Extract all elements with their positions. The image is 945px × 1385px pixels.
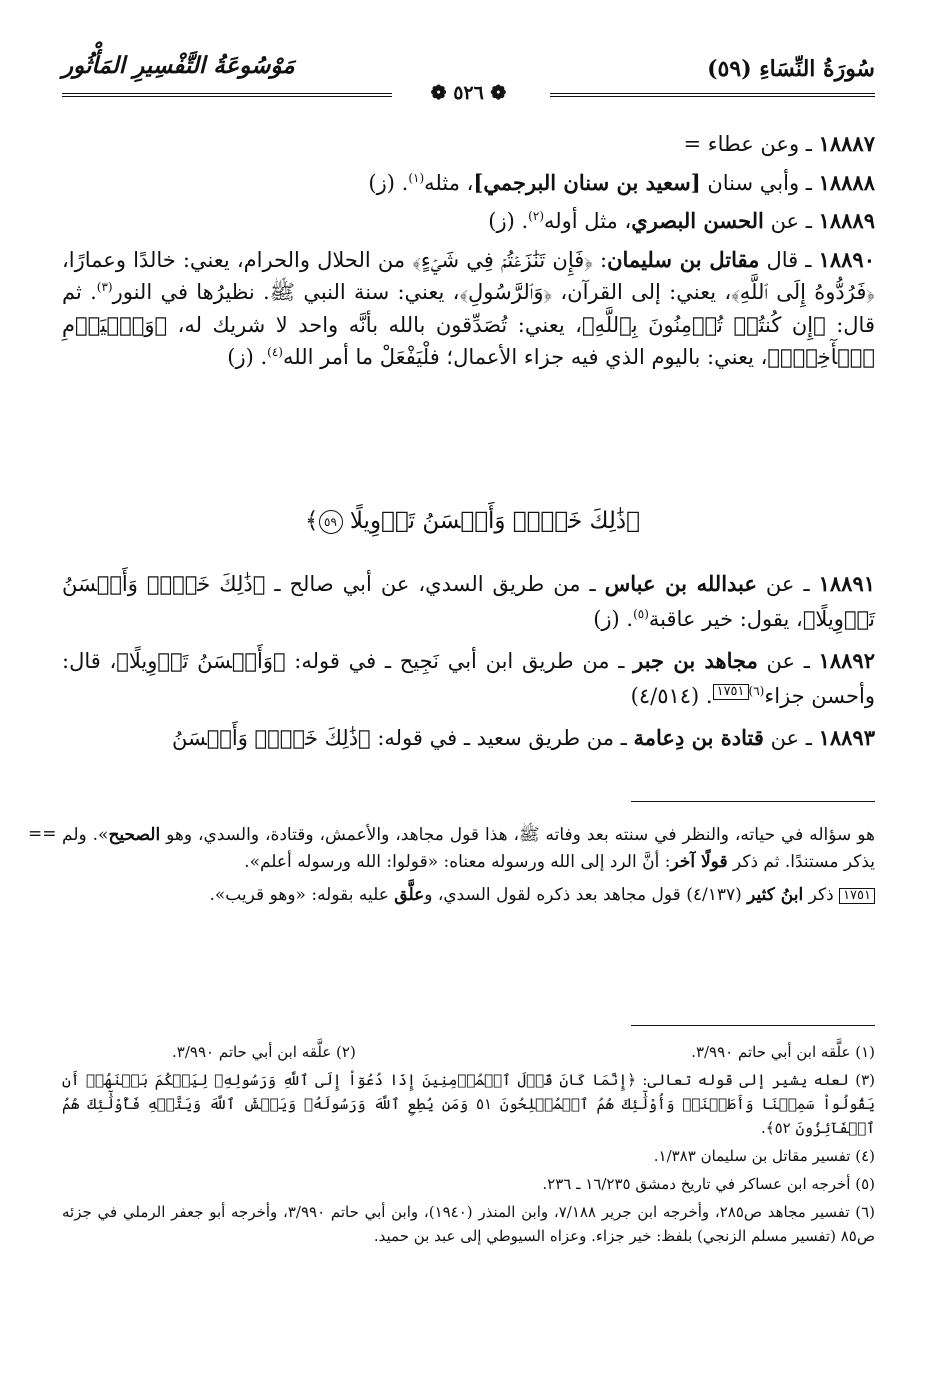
- footnote-ref: (٣): [96, 280, 113, 294]
- narration-number: ١٨٨٨٨: [818, 169, 875, 195]
- verse-heading: ﴿ذَٰلِكَ خَيۡرٞ وَأَحۡسَنُ تَأۡوِيلًا ٥٩﴾: [305, 508, 640, 534]
- footnote-2: (٢) علَّقه ابن أبي حاتم ٣/٩٩٠.: [172, 1043, 356, 1061]
- commentary-text: [62, 822, 875, 915]
- narration-number: ١٨٨٩٠: [818, 246, 875, 272]
- footnote-ref: (١): [408, 170, 425, 185]
- ayah-number-icon: ٥٩: [319, 510, 343, 534]
- footnote-ref: (٤): [267, 345, 283, 359]
- narration-entry: ١٨٨٨٧ ـ وعن عطاء =: [683, 131, 875, 156]
- header-rule-right: [550, 93, 875, 97]
- footnote-ref: (٦): [748, 684, 765, 698]
- narration-number: ١٨٨٨٩: [818, 208, 875, 233]
- commentary-ref-box: ١٧٥١: [713, 684, 749, 700]
- commentary-paragraph: ١٧٥١ ذكر ابنُ كثير (٤/١٣٧) قول مجاهد بعد ذكره لقول السدي، وعلَّق عليه بقوله: «وهو قريب».: [62, 882, 875, 909]
- narration-entry: ١٨٨٩٠ ـ قال مقاتل بن سليمان: ﴿فَإِن تَنَٰزَعۡتُمۡ فِي شَيۡءٍ﴾ من الحلال والحرام، يعني: خالدًا وعمارًا، ﴿فَرُدُّوهُ إِلَى ٱللَّهِ﴾، يعني: إلى القرآن، ﴿وَٱلرَّسُولِ﴾، يعني: سنة النبي ﷺ. نظيرُها في النور$^{(٣)}$. ثم قال: ﴿إِن كُنتُمۡ تُؤۡمِنُونَ بِٱللَّهِ﴾، يعني: تُصَدِّقون بالله بأنَّه واحد لا شريك له، ﴿وَٱلۡيَوۡمِ ٱلۡأٓخِرِۚ﴾، يعني: باليوم الذي فيه جزاء الأعمال؛ فلْيَفْعَلْ ما أمر الله$^{(٤)}$. (ز): [62, 246, 875, 369]
- narration-entry: ١٨٨٨٩ ـ عن الحسن البصري، مثل أوله$^{(٢)}$. (ز): [488, 208, 875, 233]
- footnote-row: [62, 1040, 875, 1064]
- footnotes: [62, 1040, 875, 1252]
- page-number: ❁ ٥٢٦ ❁: [430, 82, 507, 104]
- footnote-1: (١) علَّقه ابن أبي حاتم ٣/٩٩٠.: [691, 1043, 875, 1061]
- narration-number: ١٨٨٩٣: [818, 725, 875, 750]
- commentary-separator: [631, 801, 875, 802]
- main-text-top: [62, 128, 875, 380]
- footnote-ref: (٥): [633, 607, 649, 621]
- narration-entry: ١٨٨٩٢ ـ عن مجاهد بن جبر ـ من طريق ابن أبي نَجِيح ـ في قوله: ﴿وَأَحۡسَنُ تَأۡوِيلًا﴾، قال: وأحسن جزاء$^{(٦)}$١٧٥١. (٤/٥١٤): [62, 648, 875, 708]
- narration-entry: ١٨٨٩١ ـ عن عبدالله بن عباس ـ من طريق السدي، عن أبي صالح ـ ﴿ذَٰلِكَ خَيۡرٞ وَأَحۡسَنُ تَأۡوِيلًا﴾، يقول: خير عاقبة$^{(٥)}$. (ز): [62, 571, 876, 631]
- surah-title: سُورَةُ النِّسَاءِ (٥٩): [707, 56, 875, 82]
- main-text-bottom: [62, 566, 875, 762]
- commentary-paragraph: هو سؤاله في حياته، والنظر في سنته بعد وفاته ﷺ، هذا قول مجاهد، والأعمش، وقتادة، والسدي، وهو الصحيح». ولم يذكر مستندًا. ثم ذكر قولًا آخر: أنَّ الرد إلى الله ورسوله معناه: «قولوا: الله ورسوله أعلم».: [62, 825, 875, 872]
- narration-number: ١٨٨٨٧: [818, 131, 875, 156]
- narration-entry: ١٨٨٩٣ ـ عن قتادة بن دِعامة ـ من طريق سعيد ـ في قوله: ﴿ذَٰلِكَ خَيۡرٞ وَأَحۡسَنُ: [171, 725, 875, 750]
- footnote-ref: (٢): [528, 209, 544, 223]
- header-rule-left: [62, 93, 392, 97]
- book-title: مَوْسُوعَةُ التَّفْسِيرِ المَأْثُور: [62, 52, 295, 79]
- header-rule: [62, 82, 875, 104]
- footnotes-separator: [631, 1025, 875, 1026]
- footnote-6: (٦) تفسير مجاهد ص٢٨٥، وأخرجه ابن جرير ٧/١٨٨، وابن المنذر (١٩٤٠)، وابن أبي حاتم ٣/٩٩٠، وأخرجه أبو جعفر الرملي في جزئه ص٨٥ (تفسير مسلم الزنجي) بلفظ: خير جزاء. وعزاه السيوطي إلى عبد بن حميد.: [62, 1203, 875, 1245]
- narration-number: ١٨٨٩٢: [818, 648, 875, 673]
- commentary-ref-box: ١٧٥١: [839, 888, 875, 904]
- footnote-5: (٥) أخرجه ابن عساكر في تاريخ دمشق ١٦/٢٣٥ ـ ٢٣٦.: [542, 1175, 875, 1193]
- footnote-3: (٣) لعله يشير إلى قوله تعالى: ﴿إِنَّمَا كَانَ قَوۡلَ ٱلۡمُؤۡمِنِينَ إِذَا دُعُوٓاْ إِلَى ٱللَّهِ وَرَسُولِهِۦ لِيَحۡكُمَ بَيۡنَهُمۡ أَن يَقُولُواْ سَمِعۡنَا وَأَطَعۡنَاۚ وَأُوْلَٰٓئِكَ هُمُ ٱلۡمُفۡلِحُونَ ٥١ وَمَن يُطِعِ ٱللَّهَ وَرَسُولَهُۥ وَيَخۡشَ ٱللَّهَ وَيَتَّقۡهِ فَأُوْلَٰٓئِكَ هُمُ ٱلۡفَآئِزُونَ ٥٢﴾.: [62, 1071, 876, 1137]
- narration-entry: ١٨٨٨٨ ـ وأبي سنان [سعيد بن سنان البرجمي]، مثله$^{(١)}$. (ز): [368, 169, 875, 195]
- continuation-mark: ==: [28, 824, 57, 844]
- page-header: [62, 52, 875, 104]
- narration-number: ١٨٨٩١: [818, 571, 876, 596]
- footnote-4: (٤) تفسير مقاتل بن سليمان ١/٣٨٣.: [653, 1147, 875, 1165]
